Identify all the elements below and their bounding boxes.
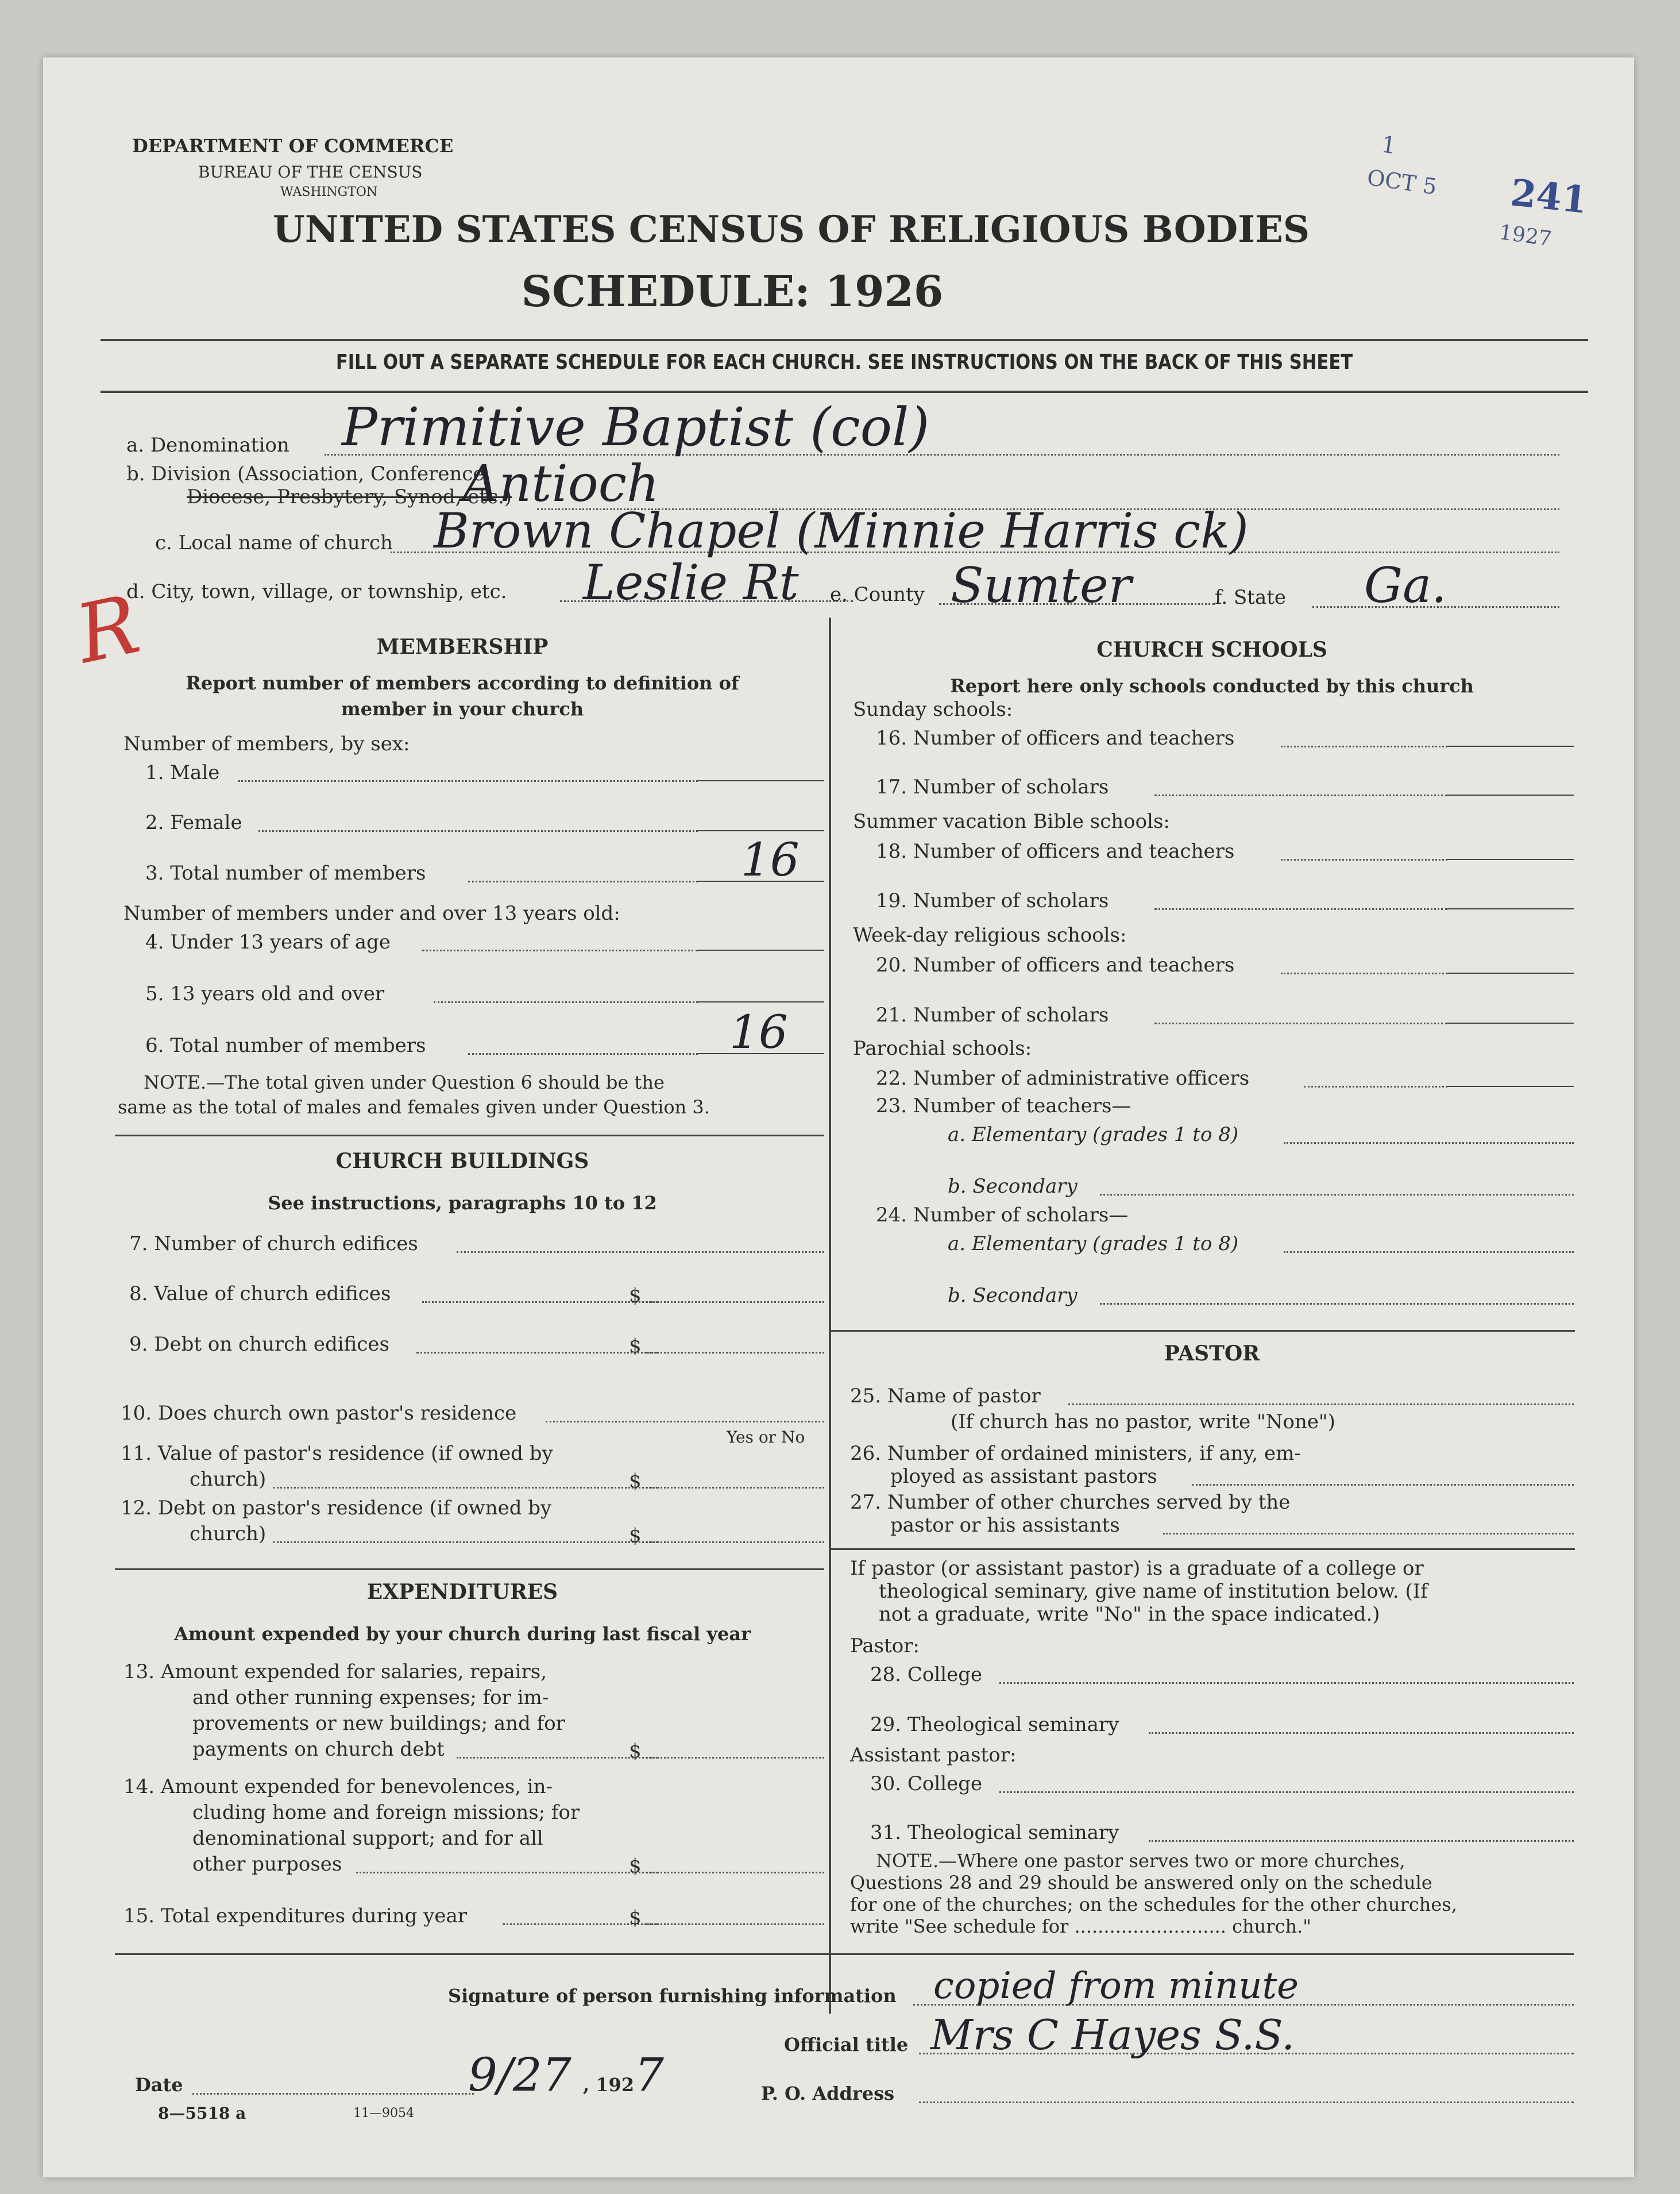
q6-total-field[interactable]: 16 (729, 1005, 788, 1059)
signature-label: Signature of person furnishing information (448, 1985, 897, 2007)
q5-dots (434, 1001, 698, 1003)
state-field[interactable]: Ga. (1364, 557, 1447, 614)
q30-field[interactable] (999, 1791, 1574, 1793)
q18-field[interactable] (1447, 859, 1574, 860)
q7-field[interactable] (457, 1251, 824, 1253)
q21-field[interactable] (1447, 1023, 1574, 1024)
q1-dots (238, 780, 698, 782)
q23a-label: a. Elementary (grades 1 to 8) (948, 1123, 1239, 1146)
q12-field[interactable] (646, 1541, 824, 1543)
q13-label-1: 13. Amount expended for salaries, repairs, (123, 1660, 547, 1683)
membership-heading: MEMBERSHIP (376, 635, 549, 659)
schedule-title: SCHEDULE: 1926 (521, 267, 944, 317)
q13-dots (457, 1757, 658, 1759)
church-name-field[interactable]: Brown Chapel (Minnie Harris ck) (434, 503, 1249, 559)
q25-note: (If church has no pastor, write "None") (951, 1410, 1335, 1433)
date-label: Date (135, 2074, 183, 2096)
q14-dollar: $ (629, 1854, 642, 1877)
q18-dots (1281, 859, 1447, 861)
q14-label-4: other purposes (192, 1853, 342, 1876)
q14-label-1: 14. Amount expended for benevolences, in- (123, 1775, 553, 1798)
city-label: WASHINGTON (280, 185, 378, 199)
q23-label: 23. Number of teachers— (876, 1094, 1131, 1117)
q2-dots (258, 830, 698, 832)
q19-dots (1154, 908, 1447, 910)
po-address-label: P. O. Address (761, 2083, 895, 2104)
print-number: 11—9054 (353, 2106, 414, 2120)
q3-total-label: 3. Total number of members (145, 862, 426, 885)
membership-note-2: same as the total of males and females given under Question 3. (118, 1096, 710, 1118)
yes-no-hint: Yes or No (727, 1428, 805, 1447)
q26-label-2: ployed as assistant pastors (890, 1465, 1157, 1488)
pastor-note-2: Questions 28 and 29 should be answered only on the schedule (850, 1872, 1432, 1894)
q1-field[interactable] (698, 780, 824, 781)
county-field[interactable]: Sumter (951, 557, 1131, 614)
q23b-label: b. Secondary (948, 1175, 1077, 1198)
q25-field[interactable] (1068, 1403, 1574, 1405)
instruction-banner: FILL OUT A SEPARATE SCHEDULE FOR EACH CHURCH. SEE INSTRUCTIONS ON THE BACK OF THIS SHEET (335, 350, 1353, 374)
official-title-field[interactable]: Mrs C Hayes S.S. (930, 2011, 1295, 2059)
q14-label-2: cluding home and foreign missions; for (192, 1801, 580, 1824)
by-age-label: Number of members under and over 13 years old: (123, 902, 620, 925)
pastor-note-4: write "See schedule for .......................... church." (850, 1915, 1311, 1937)
q16-label: 16. Number of officers and teachers (876, 727, 1235, 750)
q9-dollar: $ (629, 1335, 642, 1358)
received-stamp-date: OCT 5 (1365, 164, 1439, 200)
q22-dots (1304, 1086, 1447, 1088)
q11-field[interactable] (646, 1487, 824, 1489)
q24b-label: b. Secondary (948, 1284, 1077, 1307)
header-rule-bottom (101, 391, 1588, 393)
state-label: f. State (1215, 586, 1286, 609)
q20-dots (1281, 973, 1447, 974)
q9-field[interactable] (646, 1352, 824, 1354)
q15-field[interactable] (646, 1923, 824, 1925)
q17-label: 17. Number of scholars (876, 776, 1109, 799)
q14-dots (356, 1872, 658, 1873)
parochial-label: Parochial schools: (853, 1037, 1032, 1060)
signature-field[interactable]: copied from minute (933, 1965, 1299, 2007)
summer-label: Summer vacation Bible schools: (853, 810, 1170, 833)
q15-label: 15. Total expenditures during year (123, 1904, 468, 1927)
official-title-label: Official title (784, 2034, 909, 2056)
q23b-field[interactable] (1100, 1194, 1574, 1196)
division-label-2: Diocese, Presbytery, Synod, etc.) (187, 485, 512, 508)
city-field-label: d. City, town, village, or township, etc. (126, 580, 507, 603)
q31-label: 31. Theological seminary (870, 1821, 1119, 1844)
q20-field[interactable] (1447, 973, 1574, 974)
q22-field[interactable] (1447, 1086, 1574, 1087)
pastor-note-1: NOTE.—Where one pastor serves two or more churches, (876, 1850, 1405, 1872)
q23a-field[interactable] (1284, 1142, 1574, 1144)
q25-label: 25. Name of pastor (850, 1385, 1041, 1408)
q8-label: 8. Value of church edifices (129, 1282, 391, 1305)
date-year-field[interactable]: 7 (635, 2048, 664, 2102)
q4-field[interactable] (698, 950, 824, 951)
q3-dots (468, 881, 698, 882)
q21-dots (1154, 1023, 1447, 1024)
q13-label-2: and other running expenses; for im- (192, 1686, 549, 1709)
q8-dots (422, 1301, 658, 1303)
sunday-label: Sunday schools: (853, 698, 1013, 721)
city-field[interactable]: Leslie Rt (583, 554, 799, 611)
division-label-1: b. Division (Association, Conference, (126, 462, 491, 485)
pastor-heading: PASTOR (1164, 1341, 1260, 1366)
schools-sub: Report here only schools conducted by this church (950, 675, 1474, 697)
church-name-label: c. Local name of church (155, 531, 393, 554)
q9-label: 9. Debt on church edifices (129, 1333, 389, 1356)
q26-label-1: 26. Number of ordained ministers, if any, em- (850, 1442, 1301, 1465)
q13-label-4: payments on church debt (192, 1738, 445, 1761)
buildings-rule (115, 1568, 824, 1570)
header-rule-top (101, 339, 1588, 341)
footer-rule (115, 1953, 1574, 1955)
q17-field[interactable] (1447, 795, 1574, 796)
q11-label-1: 11. Value of pastor's residence (if owned by (121, 1442, 553, 1465)
division-field[interactable]: Antioch (462, 454, 659, 513)
graduate-text-1: If pastor (or assistant pastor) is a graduate of a college or (850, 1557, 1424, 1580)
schools-rule (831, 1330, 1575, 1332)
red-review-mark: R (68, 577, 148, 683)
q15-dollar: $ (629, 1906, 642, 1929)
q16-dots (1281, 746, 1447, 747)
q27-field[interactable] (1163, 1533, 1574, 1534)
q7-label: 7. Number of church edifices (129, 1232, 418, 1255)
county-label: e. County (830, 583, 925, 606)
q20-label: 20. Number of officers and teachers (876, 954, 1235, 977)
form-title: UNITED STATES CENSUS OF RELIGIOUS BODIES (273, 208, 1310, 251)
q1-male-label: 1. Male (145, 761, 220, 784)
q28-field[interactable] (999, 1682, 1574, 1684)
q3-total-field[interactable]: 16 (741, 833, 800, 886)
q6-total-label: 6. Total number of members (145, 1034, 426, 1057)
q9-dots (416, 1352, 658, 1354)
received-stamp-mark: 1 (1379, 131, 1398, 160)
buildings-heading: CHURCH BUILDINGS (335, 1149, 589, 1173)
q29-field[interactable] (1149, 1732, 1574, 1734)
date-year-prefix: , 192 (583, 2074, 635, 2096)
weekday-label: Week-day religious schools: (853, 924, 1127, 947)
census-form-sheet (43, 57, 1634, 2177)
q12-label-2: church) (190, 1522, 267, 1545)
q5-field[interactable] (698, 1001, 824, 1002)
q24-label: 24. Number of scholars— (876, 1204, 1129, 1227)
q11-label-2: church) (190, 1468, 267, 1491)
date-field[interactable]: 9/27 (468, 2048, 571, 2102)
q4-under13-label: 4. Under 13 years of age (145, 931, 391, 954)
denomination-field[interactable]: Primitive Baptist (col) (342, 396, 930, 458)
q11-dots (273, 1487, 658, 1489)
expenditures-heading: EXPENDITURES (366, 1580, 558, 1604)
received-stamp-year: 1927 (1497, 220, 1554, 252)
q31-field[interactable] (1149, 1840, 1574, 1842)
pastor-rule (831, 1548, 1575, 1550)
q10-label: 10. Does church own pastor's residence (121, 1402, 517, 1425)
q4-dots (422, 950, 698, 951)
membership-note-1: NOTE.—The total given under Question 6 should be the (144, 1071, 665, 1093)
q2-field[interactable] (698, 830, 824, 831)
buildings-sub: See instructions, paragraphs 10 to 12 (268, 1192, 657, 1214)
membership-sub-2: member in your church (341, 698, 584, 720)
q17-dots (1154, 795, 1447, 796)
q21-label: 21. Number of scholars (876, 1004, 1109, 1027)
department-label: DEPARTMENT OF COMMERCE (132, 135, 454, 157)
denomination-label: a. Denomination (126, 434, 289, 457)
q27-label-2: pastor or his assistants (890, 1514, 1120, 1537)
q28-label: 28. College (870, 1663, 983, 1686)
pastor-sub-label: Pastor: (850, 1634, 920, 1657)
q8-dollar: $ (629, 1284, 642, 1307)
q11-dollar: $ (629, 1470, 642, 1493)
stamp-number: 241 (1508, 171, 1590, 222)
form-number: 8—5518 a (158, 2104, 246, 2123)
graduate-text-2: theological seminary, give name of institution below. (If (879, 1580, 1428, 1603)
date-line (192, 2093, 474, 2095)
membership-rule (115, 1135, 824, 1136)
q12-label-1: 12. Debt on pastor's residence (if owned by (121, 1497, 552, 1520)
q13-field[interactable] (646, 1757, 824, 1759)
q24a-field[interactable] (1284, 1251, 1574, 1253)
po-address-field[interactable] (919, 2102, 1574, 2103)
schools-heading: CHURCH SCHOOLS (1096, 638, 1327, 662)
q22-label: 22. Number of administrative officers (876, 1067, 1250, 1090)
q13-dollar: $ (629, 1740, 642, 1763)
q5-over13-label: 5. 13 years old and over (145, 982, 385, 1005)
q30-label: 30. College (870, 1772, 983, 1795)
q19-field[interactable] (1447, 908, 1574, 909)
q13-label-3: provements or new buildings; and for (192, 1712, 565, 1735)
q19-label: 19. Number of scholars (876, 889, 1109, 912)
q12-dots (273, 1541, 658, 1543)
bureau-label: BUREAU OF THE CENSUS (198, 163, 423, 182)
q24a-label: a. Elementary (grades 1 to 8) (948, 1232, 1239, 1255)
q8-field[interactable] (646, 1301, 824, 1303)
by-sex-label: Number of members, by sex: (123, 732, 410, 755)
q16-field[interactable] (1447, 746, 1574, 747)
q14-label-3: denominational support; and for all (192, 1827, 543, 1850)
q10-field[interactable] (546, 1421, 824, 1422)
q6-dots (468, 1053, 698, 1055)
column-divider (829, 618, 831, 2014)
q12-dollar: $ (629, 1524, 642, 1547)
q2-female-label: 2. Female (145, 811, 242, 834)
graduate-text-3: not a graduate, write "No" in the space indicated.) (879, 1603, 1380, 1626)
membership-sub-1: Report number of members according to definition of (186, 672, 739, 694)
assistant-sub-label: Assistant pastor: (850, 1744, 1017, 1767)
q27-label-1: 27. Number of other churches served by the (850, 1491, 1291, 1514)
expenditures-sub: Amount expended by your church during last fiscal year (174, 1623, 751, 1645)
q24b-field[interactable] (1100, 1303, 1574, 1305)
q26-field[interactable] (1192, 1484, 1574, 1486)
q14-field[interactable] (646, 1872, 824, 1873)
pastor-note-3: for one of the churches; on the schedules for the other churches, (850, 1894, 1457, 1915)
q29-label: 29. Theological seminary (870, 1713, 1119, 1736)
q18-label: 18. Number of officers and teachers (876, 840, 1235, 863)
